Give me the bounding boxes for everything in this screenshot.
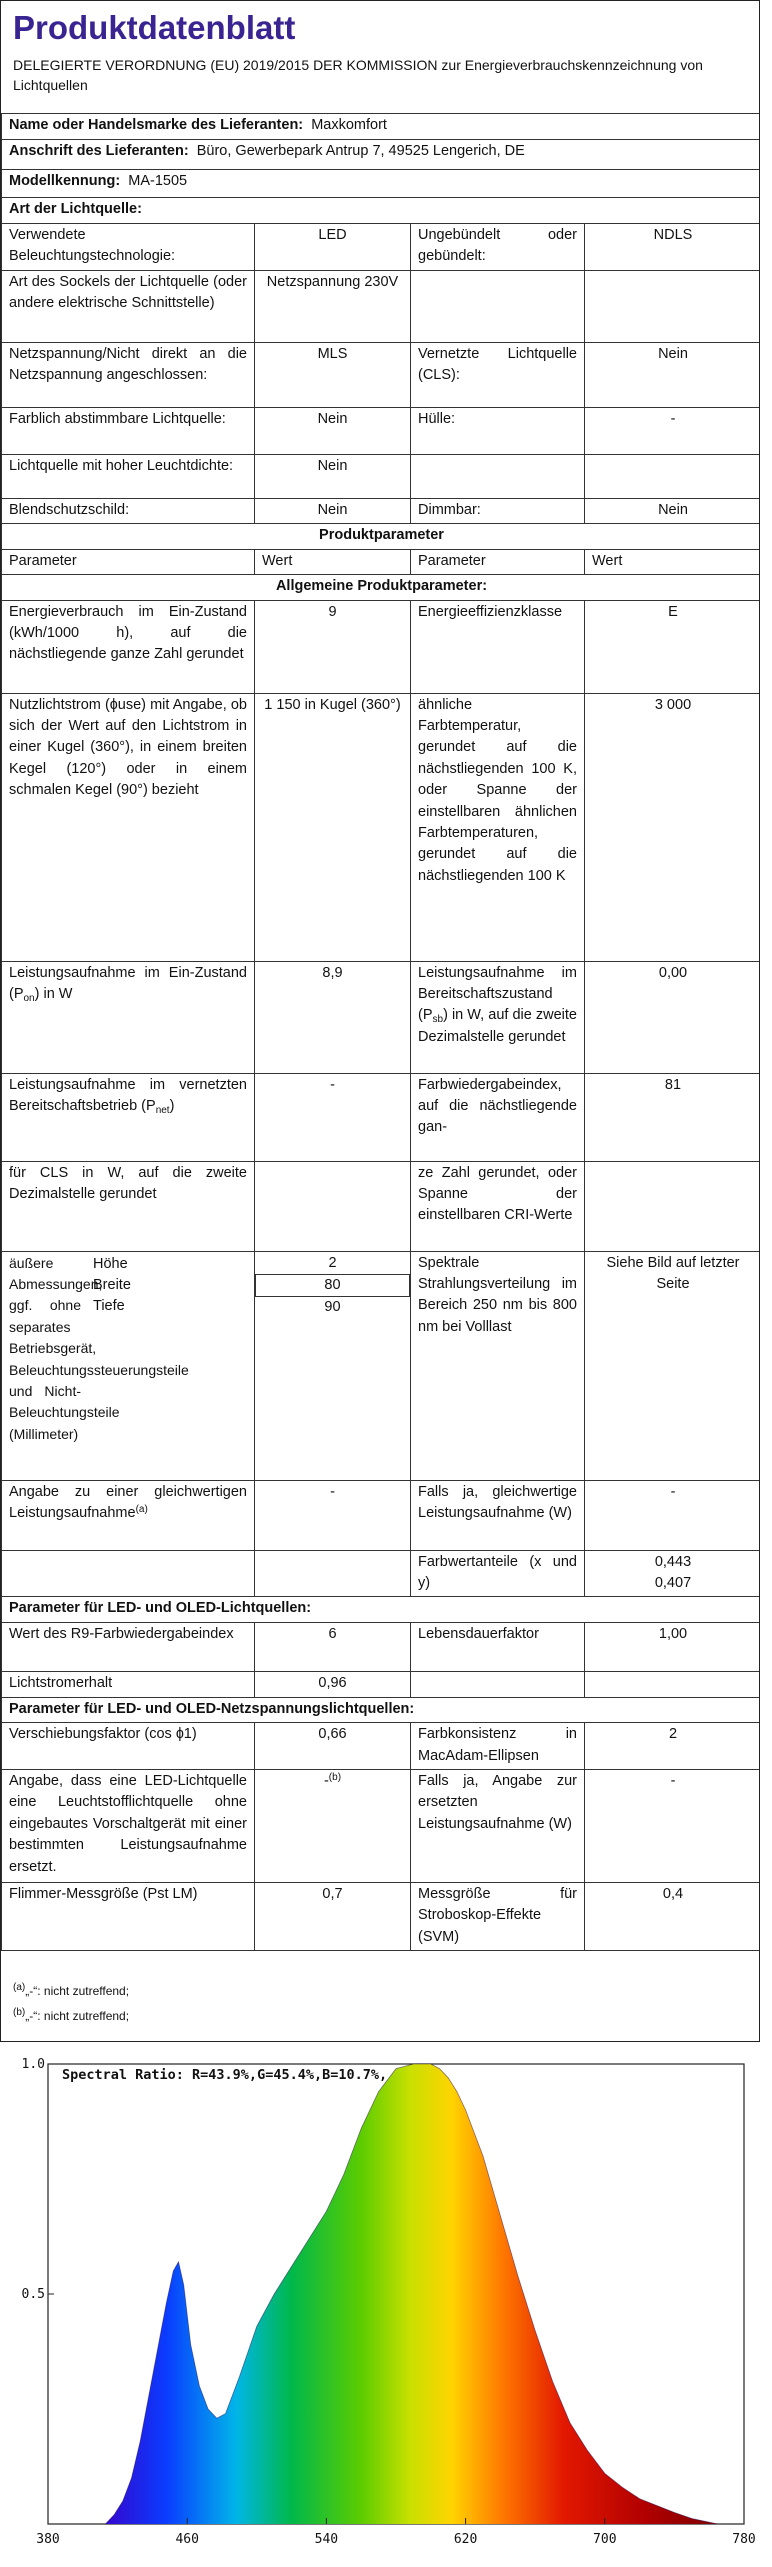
table-row: Wert des R9-Farbwiedergabeindex 6 Lebensdauerfaktor 1,00 (2, 1622, 761, 1671)
table-row: Farblich abstimmbare Lichtquelle: Nein Hülle: - (2, 408, 761, 455)
x-tick-label: 780 (732, 2532, 756, 2547)
x-tick-label: 700 (593, 2532, 617, 2547)
regulation-text: DELEGIERTE VERORDNUNG (EU) 2019/2015 DER KOMMISSION zur Energieverbrauchskennzeichnung von Lichtquellen (13, 57, 703, 93)
table-header-row: Parameter Wert Parameter Wert (2, 549, 761, 574)
table-row: Farbwertanteile (x und y) 0,443 0,407 (2, 1550, 761, 1597)
light-source-heading: Art der Lichtquelle: (2, 198, 761, 224)
mains-params-heading: Parameter für LED- und OLED-Netzspannungslichtquellen: (2, 1697, 761, 1722)
table-row: Leistungsaufnahme im Ein-Zustand $(P_{on})$ in W 8,9 Leistungsaufnahme im Bereitschaftszustand $(P_{sb})$ in W, auf die zweite Dezimalstelle gerundet 0,00 (2, 961, 761, 1073)
x-tick-label: 380 (36, 2532, 60, 2547)
table-row: Angabe zu einer gleichwertigen Leistungsaufnahme$^{(a)}$ - Falls ja, gleichwertige Leistungsaufnahme (W) - (2, 1480, 761, 1550)
table-row: Nutzlichtstrom (ɸuse) mit Angabe, ob sich der Wert auf den Lichtstrom in einer Kugel (360°), in einem breiten Kegel (120°) oder in einem schmalen Kegel (90°) bezieht 1 150 in Kugel (360°) ähnliche Farbtemperatur, gerundet auf die nächstliegenden 100 K, oder Spanne der einstellbaren ähnlichen Farbtemperaturen, gerundet auf die nächstliegenden 100 K 3 000 (2, 693, 761, 961)
table-row: Lichtstromerhalt 0,96 (2, 1671, 761, 1697)
table-row: Verschiebungsfaktor (cos ɸ1) 0,66 Farbkonsistenz in MacAdam-Ellipsen 2 (2, 1723, 761, 1770)
chart-annotation: Spectral Ratio: R=43.9%,G=45.4%,B=10.7%, (62, 2067, 388, 2083)
spectrum-chart (0, 2045, 772, 2560)
table-row: Verwendete Beleuchtungstechnologie: LED Ungebündelt oder gebündelt: NDLS (2, 224, 761, 271)
general-params-heading: Allgemeine Produktparameter: (2, 575, 761, 600)
dim-value-height: 2 (328, 1254, 337, 1271)
footnote-a: $^{(a)}$„-“: nicht zutreffend; (13, 1982, 130, 1998)
table-row: Lichtquelle mit hoher Leuchtdichte: Nein (2, 455, 761, 499)
footnote-b: $^{(b)}$„-“: nicht zutreffend; (13, 2007, 130, 2023)
table-row: Energieverbrauch im Ein-Zustand (kWh/1000 h), auf die nächstliegende ganze Zahl gerundet 9 Energieeffizienzklasse E (2, 600, 761, 693)
table-row: Leistungsaufnahme im vernetzten Bereitschaftsbetrieb $(P_{net})$ - Farbwiedergabeindex, auf die nächstliegende gan- 81 (2, 1073, 761, 1161)
supplier-name-row: Name oder Handelsmarke des Lieferanten: Maxkomfort (2, 114, 761, 140)
table-row: Blendschutzschild: Nein Dimmbar: Nein (2, 499, 761, 524)
dim-value-depth: 90 (324, 1299, 341, 1316)
table-row: Art des Sockels der Lichtquelle (oder andere elektrische Schnittstelle) Netzspannung 230V (2, 271, 761, 343)
spectrum-svg (0, 2045, 772, 2560)
dim-value-width: 80 (255, 1274, 410, 1297)
y-tick-label: 0.5 (21, 2287, 45, 2302)
table-row: für CLS in W, auf die zweite Dezimalstelle gerundet ze Zahl gerundet, oder Spanne der einstellbaren CRI-Werte (2, 1161, 761, 1251)
dim-name-depth: Tiefe (93, 1298, 125, 1315)
product-params-heading: Produktparameter (2, 524, 761, 549)
supplier-address-row: Anschrift des Lieferanten: Büro, Gewerbepark Antrup 7, 49525 Lengerich, DE (2, 140, 761, 170)
led-params-heading: Parameter für LED- und OLED-Lichtquellen: (2, 1597, 761, 1622)
product-table (1, 223, 760, 1951)
supplier-table (1, 113, 760, 224)
page-title-box (1, 1, 759, 55)
x-tick-label: 460 (175, 2532, 199, 2547)
x-tick-label: 540 (314, 2532, 339, 2547)
table-row: Angabe, dass eine LED-Lichtquelle eine Leuchtstofflichtquelle ohne eingebautes Vorschaltgerät mit einer bestimmten Leistungsaufnahme ersetzt. -$^{(b)}$ Falls ja, Angabe zur ersetzten Leistungsaufnahme (W) - (2, 1770, 761, 1883)
page-title: Produktdatenblatt (13, 9, 296, 46)
footnotes (13, 1979, 129, 2029)
y-tick-label: 1.0 (21, 2057, 45, 2072)
table-row: Netzspannung/Nicht direkt an die Netzspannung angeschlossen: MLS Vernetzte Lichtquelle (CLS): Nein (2, 343, 761, 408)
table-row: äußere Abmessungen, ggf. ohne separates Betriebsgerät, Beleuchtungssteuerungsteile und Nicht-Beleuchtungsteile (Millimeter) Höhe Breite Tiefe 2 80 90 Spektrale Strahlungsverteilung im Bereich 250 nm bis 800 nm bei Volllast Siehe Bild auf letzter Seite (2, 1251, 761, 1480)
x-tick-label: 620 (453, 2532, 478, 2547)
dim-name-height: Höhe (93, 1255, 128, 1272)
dim-name-width: Breite (93, 1277, 131, 1294)
model-row: Modellkennung: MA-1505 (2, 170, 761, 198)
table-row: Flimmer-Messgröße (Pst LM) 0,7 Messgröße für Stroboskop-Effekte (SVM) 0,4 (2, 1883, 761, 1951)
